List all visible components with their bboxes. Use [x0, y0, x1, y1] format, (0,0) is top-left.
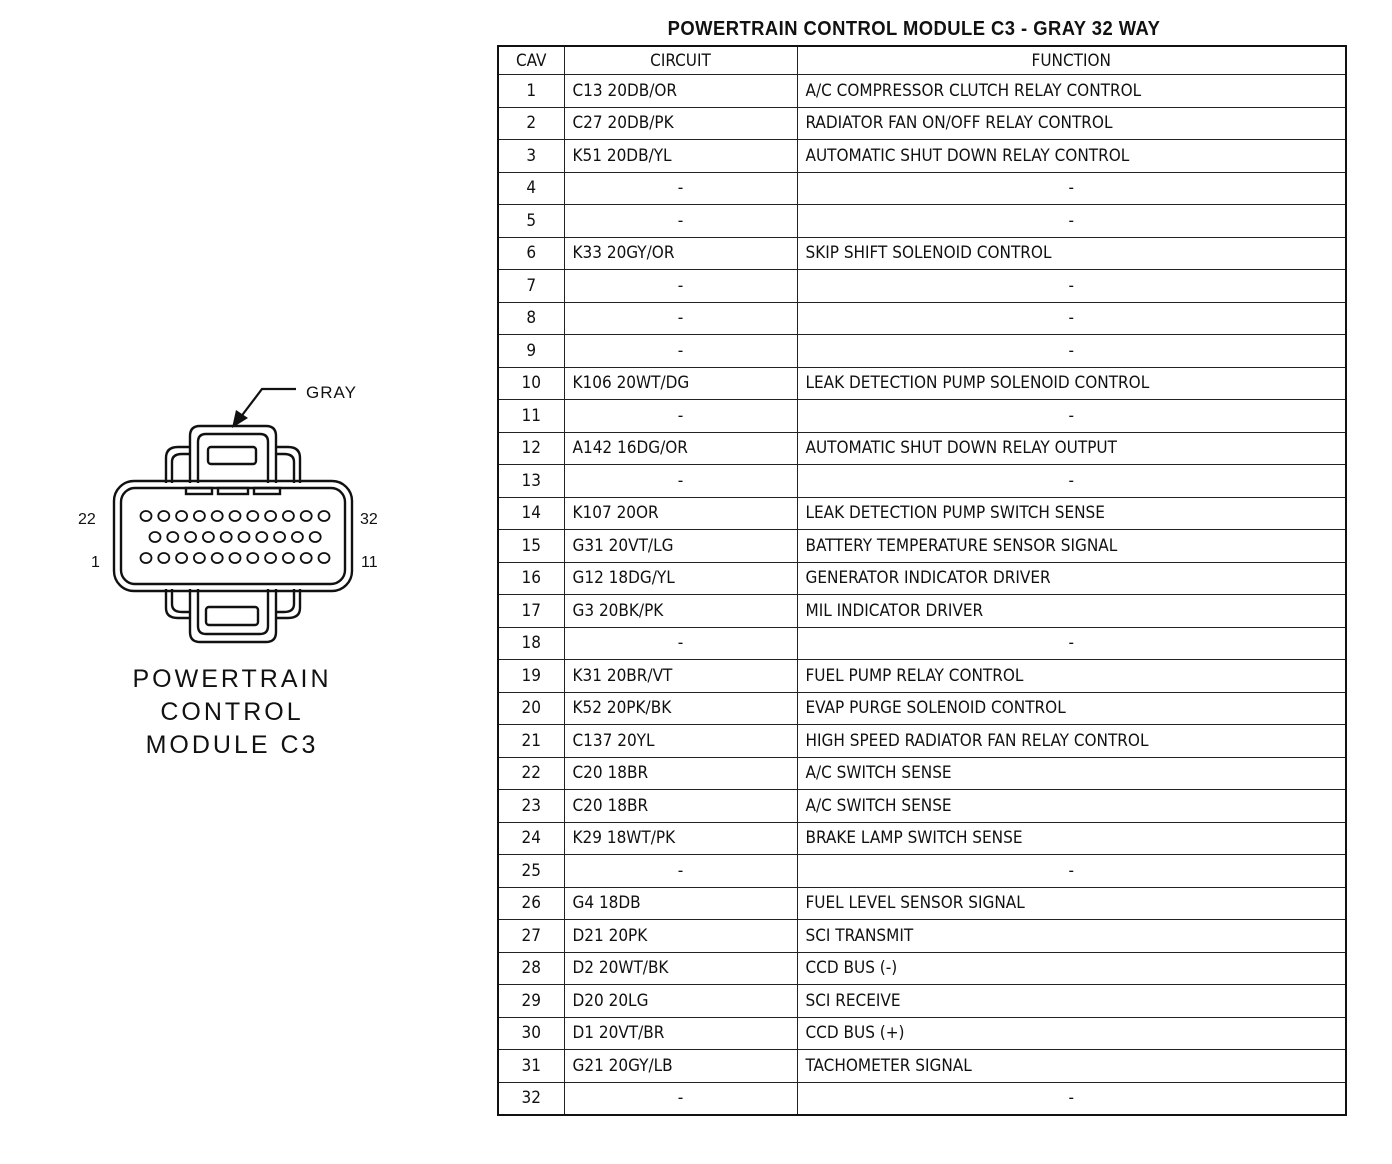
function-cell: MIL INDICATOR DRIVER: [797, 595, 1346, 628]
pin-cavity: [141, 553, 152, 563]
circuit-cell: G12 18DG/YL: [564, 562, 797, 595]
circuit-cell: G21 20GY/LB: [564, 1050, 797, 1083]
circuit-cell: C13 20DB/OR: [564, 75, 797, 108]
function-cell: FUEL LEVEL SENSOR SIGNAL: [797, 887, 1346, 920]
circuit-cell: -: [564, 855, 797, 888]
table-title: POWERTRAIN CONTROL MODULE C3 - GRAY 32 WAY: [667, 18, 1161, 40]
pin-cavity: [158, 511, 169, 521]
table-row: [498, 75, 1346, 108]
table-row: [498, 1082, 1346, 1115]
table-row: [498, 107, 1346, 140]
circuit-cell: -: [564, 335, 797, 368]
table-row: [498, 465, 1346, 498]
function-cell: -: [797, 335, 1346, 368]
connector-diagram: [0, 0, 490, 660]
function-cell: RADIATOR FAN ON/OFF RELAY CONTROL: [797, 107, 1346, 140]
cav-cell: 20: [498, 692, 564, 725]
pin-cavity: [301, 553, 312, 563]
function-cell: FUEL PUMP RELAY CONTROL: [797, 660, 1346, 693]
cav-cell: 14: [498, 497, 564, 530]
cav-cell: 12: [498, 432, 564, 465]
circuit-cell: G3 20BK/PK: [564, 595, 797, 628]
circuit-cell: -: [564, 270, 797, 303]
function-cell: SKIP SHIFT SOLENOID CONTROL: [797, 237, 1346, 270]
pin-cavity: [265, 511, 276, 521]
table-row: [498, 692, 1346, 725]
table-row: [498, 432, 1346, 465]
header-function: FUNCTION: [797, 46, 1346, 75]
cav-cell: 1: [498, 75, 564, 108]
table-row: [498, 335, 1346, 368]
circuit-cell: G31 20VT/LG: [564, 530, 797, 563]
cav-cell: 30: [498, 1017, 564, 1050]
circuit-cell: C20 18BR: [564, 790, 797, 823]
cav-cell: 32: [498, 1082, 564, 1115]
table-row: [498, 627, 1346, 660]
function-cell: SCI TRANSMIT: [797, 920, 1346, 953]
function-cell: -: [797, 465, 1346, 498]
circuit-cell: A142 16DG/OR: [564, 432, 797, 465]
table-row: [498, 920, 1346, 953]
table-row: [498, 270, 1346, 303]
circuit-cell: -: [564, 302, 797, 335]
circuit-cell: D2 20WT/BK: [564, 952, 797, 985]
cav-cell: 22: [498, 757, 564, 790]
circuit-cell: -: [564, 400, 797, 433]
module-label-line: MODULE C3: [145, 731, 319, 759]
table-row: [498, 140, 1346, 173]
circuit-cell: -: [564, 465, 797, 498]
table-row: [498, 302, 1346, 335]
table-row: [498, 400, 1346, 433]
function-cell: A/C COMPRESSOR CLUTCH RELAY CONTROL: [797, 75, 1346, 108]
circuit-cell: D21 20PK: [564, 920, 797, 953]
table-header-row: [498, 46, 1346, 75]
circuit-cell: -: [564, 627, 797, 660]
pin-cavity: [247, 511, 258, 521]
pin-cavity: [292, 532, 303, 542]
function-cell: AUTOMATIC SHUT DOWN RELAY OUTPUT: [797, 432, 1346, 465]
pin-cavity: [230, 553, 241, 563]
function-cell: CCD BUS (-): [797, 952, 1346, 985]
cav-cell: 27: [498, 920, 564, 953]
cav-cell: 21: [498, 725, 564, 758]
pin-label-bottom-left: 1: [91, 554, 100, 571]
table-row: [498, 855, 1346, 888]
pin-cavity: [274, 532, 285, 542]
pin-cavity: [221, 532, 232, 542]
cav-cell: 5: [498, 205, 564, 238]
circuit-cell: D1 20VT/BR: [564, 1017, 797, 1050]
function-cell: -: [797, 400, 1346, 433]
table-row: [498, 757, 1346, 790]
function-cell: GENERATOR INDICATOR DRIVER: [797, 562, 1346, 595]
cav-cell: 23: [498, 790, 564, 823]
pin-cavity: [301, 511, 312, 521]
circuit-cell: C137 20YL: [564, 725, 797, 758]
table-row: [498, 205, 1346, 238]
table-row: [498, 237, 1346, 270]
cav-cell: 4: [498, 172, 564, 205]
module-label: [100, 663, 364, 762]
table-row: [498, 952, 1346, 985]
pin-label-top-left: 22: [78, 511, 96, 528]
pin-cavity: [283, 553, 294, 563]
pin-cavity: [167, 532, 178, 542]
pin-cavity: [256, 532, 267, 542]
table-row: [498, 530, 1346, 563]
pin-cavity: [230, 511, 241, 521]
cav-cell: 13: [498, 465, 564, 498]
pin-cavity: [283, 511, 294, 521]
pin-cavity: [176, 553, 187, 563]
function-cell: AUTOMATIC SHUT DOWN RELAY CONTROL: [797, 140, 1346, 173]
pin-cavity: [176, 511, 187, 521]
pin-cavity: [194, 553, 205, 563]
cav-cell: 31: [498, 1050, 564, 1083]
function-cell: LEAK DETECTION PUMP SWITCH SENSE: [797, 497, 1346, 530]
cav-cell: 6: [498, 237, 564, 270]
circuit-cell: C27 20DB/PK: [564, 107, 797, 140]
header-cav: CAV: [498, 46, 564, 75]
pin-cavity: [265, 553, 276, 563]
table-row: [498, 822, 1346, 855]
pin-cavity: [319, 511, 330, 521]
cav-cell: 11: [498, 400, 564, 433]
cav-cell: 24: [498, 822, 564, 855]
pin-cavity: [310, 532, 321, 542]
cav-cell: 15: [498, 530, 564, 563]
circuit-cell: K29 18WT/PK: [564, 822, 797, 855]
cav-cell: 9: [498, 335, 564, 368]
function-cell: -: [797, 855, 1346, 888]
table-row: [498, 562, 1346, 595]
cav-cell: 8: [498, 302, 564, 335]
function-cell: -: [797, 205, 1346, 238]
function-cell: BATTERY TEMPERATURE SENSOR SIGNAL: [797, 530, 1346, 563]
table-row: [498, 725, 1346, 758]
cav-cell: 16: [498, 562, 564, 595]
function-cell: -: [797, 172, 1346, 205]
header-circuit: CIRCUIT: [564, 46, 797, 75]
cav-cell: 19: [498, 660, 564, 693]
function-cell: -: [797, 270, 1346, 303]
circuit-cell: -: [564, 205, 797, 238]
function-cell: -: [797, 627, 1346, 660]
table-row: [498, 497, 1346, 530]
circuit-cell: -: [564, 172, 797, 205]
circuit-cell: K31 20BR/VT: [564, 660, 797, 693]
function-cell: SCI RECEIVE: [797, 985, 1346, 1018]
table-row: [498, 1017, 1346, 1050]
pin-cavity: [185, 532, 196, 542]
function-cell: -: [797, 1082, 1346, 1115]
table-row: [498, 1050, 1346, 1083]
circuit-cell: G4 18DB: [564, 887, 797, 920]
pin-cavity: [141, 511, 152, 521]
function-cell: -: [797, 302, 1346, 335]
function-cell: EVAP PURGE SOLENOID CONTROL: [797, 692, 1346, 725]
cav-cell: 29: [498, 985, 564, 1018]
cav-cell: 26: [498, 887, 564, 920]
module-label-line: POWERTRAIN: [132, 665, 332, 693]
circuit-cell: K106 20WT/DG: [564, 367, 797, 400]
module-label-line: CONTROL: [160, 698, 304, 726]
pin-label-bottom-right: 11: [361, 554, 378, 571]
table-row: [498, 172, 1346, 205]
table-row: [498, 660, 1346, 693]
pin-cavity: [158, 553, 169, 563]
function-cell: TACHOMETER SIGNAL: [797, 1050, 1346, 1083]
pin-cavity: [194, 511, 205, 521]
circuit-cell: K107 20OR: [564, 497, 797, 530]
table-row: [498, 367, 1346, 400]
function-cell: A/C SWITCH SENSE: [797, 790, 1346, 823]
circuit-cell: K51 20DB/YL: [564, 140, 797, 173]
cav-cell: 10: [498, 367, 564, 400]
circuit-cell: -: [564, 1082, 797, 1115]
pin-cavity: [150, 532, 161, 542]
cav-cell: 18: [498, 627, 564, 660]
color-label: GRAY: [306, 383, 357, 402]
table-row: [498, 985, 1346, 1018]
pin-label-top-right: 32: [360, 511, 378, 528]
pin-cavity: [212, 511, 223, 521]
function-cell: A/C SWITCH SENSE: [797, 757, 1346, 790]
circuit-cell: K33 20GY/OR: [564, 237, 797, 270]
function-cell: LEAK DETECTION PUMP SOLENOID CONTROL: [797, 367, 1346, 400]
pin-cavity: [319, 553, 330, 563]
circuit-cell: D20 20LG: [564, 985, 797, 1018]
function-cell: CCD BUS (+): [797, 1017, 1346, 1050]
cav-cell: 25: [498, 855, 564, 888]
circuit-cell: K52 20PK/BK: [564, 692, 797, 725]
table-row: [498, 887, 1346, 920]
cav-cell: 2: [498, 107, 564, 140]
pin-cavity: [203, 532, 214, 542]
function-cell: HIGH SPEED RADIATOR FAN RELAY CONTROL: [797, 725, 1346, 758]
table-row: [498, 595, 1346, 628]
color-callout: [232, 383, 357, 428]
pin-cavity: [239, 532, 250, 542]
function-cell: BRAKE LAMP SWITCH SENSE: [797, 822, 1346, 855]
cav-cell: 3: [498, 140, 564, 173]
pin-cavity: [212, 553, 223, 563]
pin-cavities: [141, 511, 330, 563]
cav-cell: 28: [498, 952, 564, 985]
circuit-cell: C20 18BR: [564, 757, 797, 790]
cav-cell: 7: [498, 270, 564, 303]
pinout-table: [497, 45, 1347, 1116]
pin-cavity: [247, 553, 258, 563]
cav-cell: 17: [498, 595, 564, 628]
table-row: [498, 790, 1346, 823]
